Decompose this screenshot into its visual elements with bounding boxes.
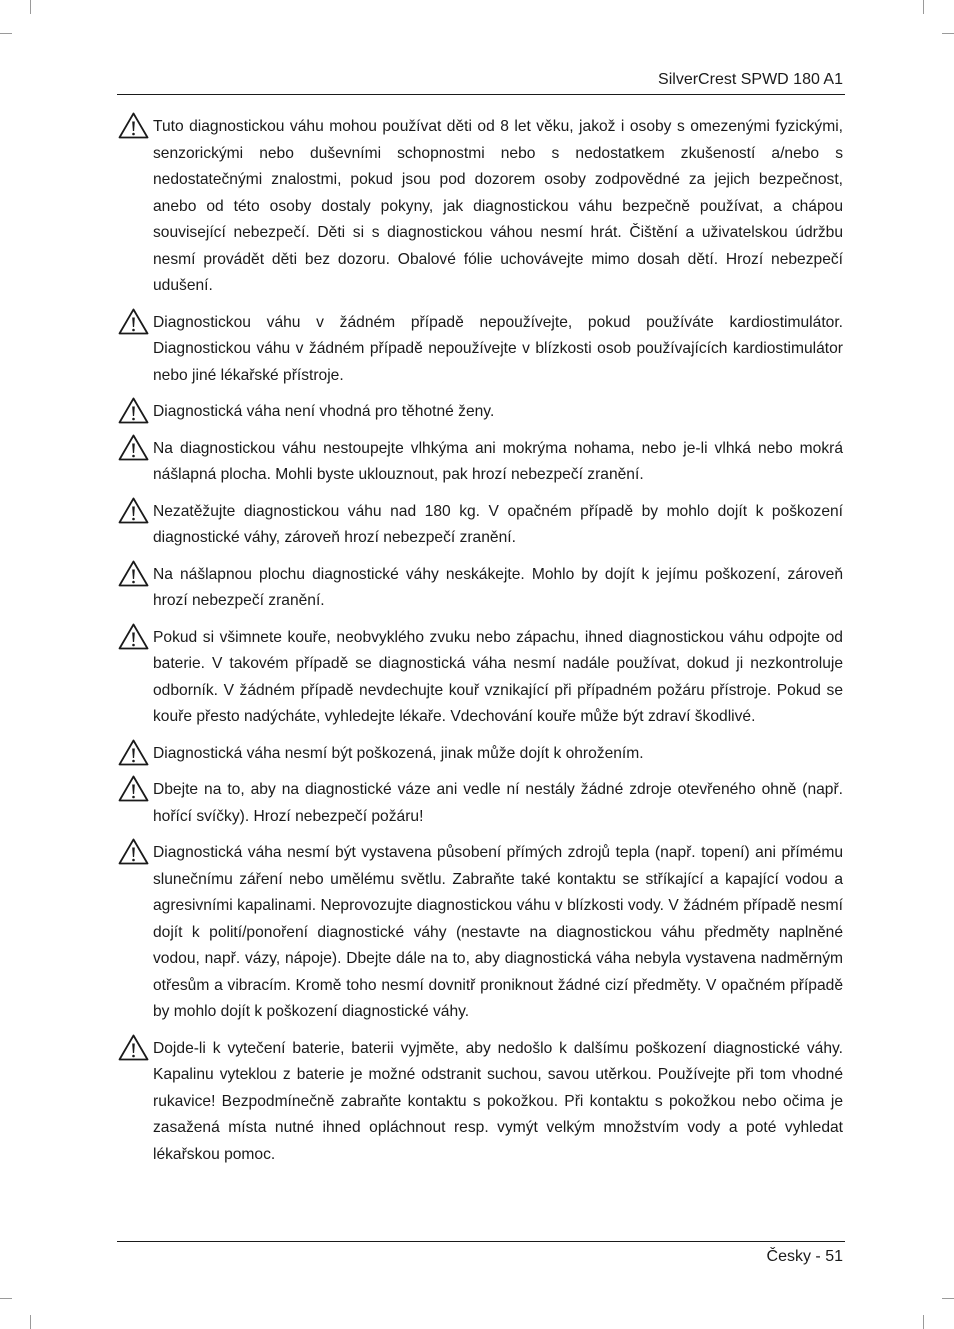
crop-mark: [942, 33, 954, 34]
warning-item: [118, 436, 843, 489]
warning-text: Nezatěžujte diagnostickou váhu nad 180 kg. V opačném případě by mohlo dojít k poškození diagnostické váhy, zároveň hrozí nebezpečí zranění.: [153, 502, 843, 546]
warning-item: [118, 840, 843, 1026]
crop-mark: [30, 0, 31, 14]
warning-triangle-icon: [118, 623, 149, 650]
warning-triangle-icon: [118, 1034, 149, 1061]
warning-text: Diagnostickou váhu v žádném případě nepoužívejte, pokud používáte kardiostimulátor. Diagnostickou váhu v žádném případě nepoužívejte v blízkosti osob používajících kardiostimulátor nebo jiné lékařské přístroje.: [153, 313, 843, 384]
header-rule: [117, 94, 845, 95]
warning-text: Diagnostická váha nesmí být poškozená, jinak může dojít k ohrožením.: [153, 744, 644, 762]
safety-warnings-list: [118, 114, 843, 1178]
page-number: Česky - 51: [766, 1248, 843, 1265]
warning-triangle-icon: [118, 308, 149, 335]
warning-triangle-icon: [118, 112, 149, 139]
crop-mark: [0, 1298, 12, 1299]
warning-triangle-icon: [118, 838, 149, 865]
warning-item: [118, 777, 843, 830]
warning-triangle-icon: [118, 434, 149, 461]
warning-item: [118, 741, 843, 768]
warning-triangle-icon: [118, 397, 149, 424]
crop-mark: [0, 33, 12, 34]
crop-mark: [923, 0, 924, 14]
warning-item: [118, 562, 843, 615]
warning-item: [118, 1036, 843, 1169]
warning-triangle-icon: [118, 560, 149, 587]
warning-text: Tuto diagnostickou váhu mohou používat děti od 8 let věku, jakož i osoby s omezenými fyzickými, senzorickými nebo duševními schopnostmi nebo s nedostatkem zkušeností a/nebo s nedostatečnými znalostmi, pokud jsou pod dozorem osoby zodpovědné za jejich bezpečnost, anebo od této osoby dostaly pokyny, jak diagnostickou váhu bezpečně používat, a chápou související nebezpečí. Děti si s diagnostickou váhou nesmí hrát. Čištění a uživatelskou údržbu nesmí provádět děti bez dozoru. Obalové fólie uchovávejte mimo dosah dětí. Hrozí nebezpečí udušení.: [153, 118, 843, 294]
crop-mark: [942, 1298, 954, 1299]
warning-item: [118, 114, 843, 300]
footer-rule: [117, 1241, 845, 1242]
crop-mark: [923, 1315, 924, 1329]
warning-triangle-icon: [118, 775, 149, 802]
warning-item: [118, 625, 843, 731]
warning-item: [118, 499, 843, 552]
warning-text: Dbejte na to, aby na diagnostické váze ani vedle ní nestály žádné zdroje otevřeného ohně (např. hořící svíčky). Hrozí nebezpečí požáru!: [153, 781, 843, 825]
warning-item: [118, 399, 843, 426]
warning-text: Pokud si všimnete kouře, neobvyklého zvuku nebo zápachu, ihned diagnostickou váhu odpojte od baterie. V takovém případě se diagnostická váha nesmí nadále používat, dokud ji nezkontroluje odborník. V žádném případě nevdechujte kouř vznikající při případném požáru přístroje. Pokud se kouře přesto nadýcháte, vyhledejte lékaře. Vdechování kouře může být zdraví škodlivé.: [153, 628, 843, 725]
warning-text: Diagnostická váha není vhodná pro těhotné ženy.: [153, 403, 495, 420]
warning-text: Na diagnostickou váhu nestoupejte vlhkýma ani mokrýma nohama, nebo je-li vlhká nebo mokrá nášlapná plocha. Mohli byste uklouznout, pak hrozí nebezpečí zranění.: [153, 439, 843, 483]
crop-mark: [30, 1315, 31, 1329]
warning-item: [118, 310, 843, 390]
warning-triangle-icon: [118, 739, 149, 766]
page-header: SilverCrest SPWD 180 A1: [658, 71, 843, 88]
warning-text: Na nášlapnou plochu diagnostické váhy neskákejte. Mohlo by dojít k jejímu poškození, zároveň hrozí nebezpečí zranění.: [153, 565, 843, 609]
warning-text: Diagnostická váha nesmí být vystavena působení přímých zdrojů tepla (např. topení) ani přímému slunečnímu záření nebo umělému světlu. Zabraňte také kontaktu se stříkající a kapající vodou a agresivními kapalinami. Neprovozujte diagnostickou váhu v blízkosti vody. V žádném případě nesmí dojít k polití/ponoření diagnostické váhy (nestavte na diagnostickou váhu předměty naplněné vodou, např. vázy, nápoje). Dbejte dále na to, aby diagnostická váha nebyla vystavena nadměrným otřesům a vibracím. Kromě toho nesmí dovnitř proniknout žádné cizí předměty. V opačném případě by mohlo dojít k poškození diagnostické váhy.: [153, 844, 843, 1020]
warning-text: Dojde-li k vytečení baterie, baterii vyjměte, aby nedošlo k dalšímu poškození diagnostické váhy. Kapalinu vyteklou z baterie je možné odstranit suchou, savou utěrkou. Používejte při tom vhodné rukavice! Bezpodmínečně zabraňte kontaktu s pokožkou. Při kontaktu s pokožkou nebo očima je zasažená místa nutné ihned opláchnout resp. vymýt velkým množstvím vody a poté vyhledat lékařskou pomoc.: [153, 1039, 843, 1163]
warning-triangle-icon: [118, 497, 149, 524]
